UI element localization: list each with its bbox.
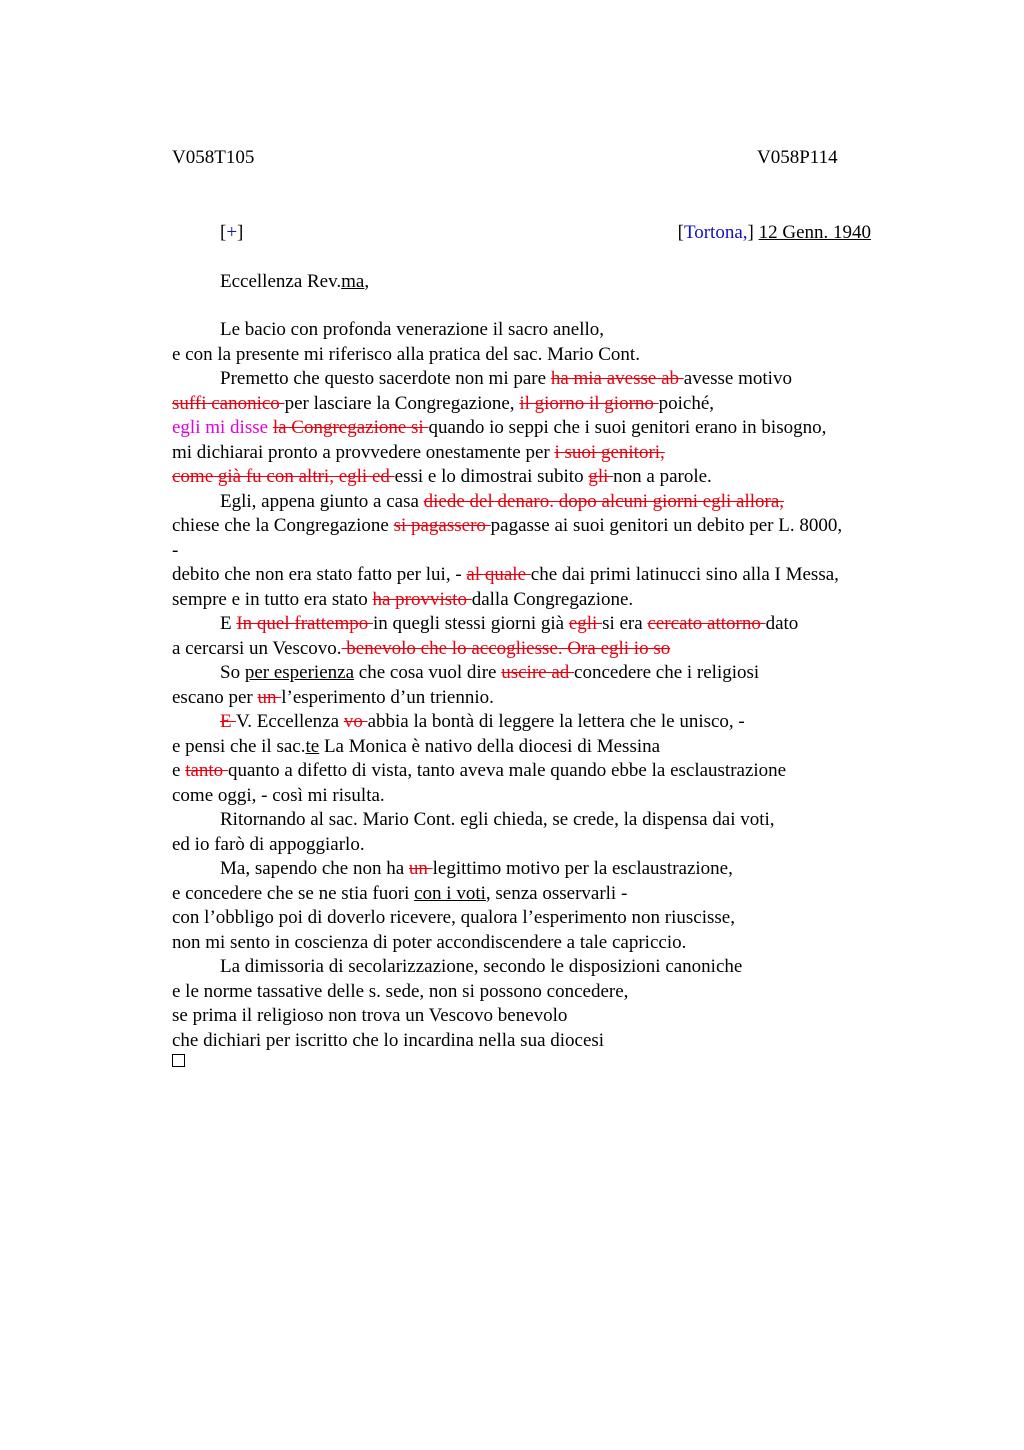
underlined-text: con i voti: [414, 882, 486, 904]
deleted-text: come già fu con altri, egli ed: [172, 466, 395, 487]
letter-body: [172, 318, 912, 1053]
text-segment: concedere che i religiosi: [574, 662, 760, 683]
text-segment: Egli, appena giunto a casa: [220, 490, 424, 512]
text-segment: e pensi che il sac.: [172, 735, 306, 757]
text-line: [172, 686, 912, 711]
text-segment: pagasse ai suoi genitori un debito per L. 8000,: [490, 515, 843, 536]
text-segment: poiché,: [658, 392, 715, 414]
text-segment: se prima il religioso non trova un Vescovo benevolo: [172, 1005, 568, 1026]
text-segment: , senza osservarli -: [485, 882, 628, 904]
text-line: [172, 980, 912, 1005]
deleted-text: vo: [343, 711, 368, 732]
underlined-text: per esperienza: [244, 662, 355, 683]
deleted-text: benevolo che lo accogliesse. Ora egli io so: [341, 637, 671, 659]
text-segment: La Monica è nativo della diocesi di Messina: [319, 735, 661, 757]
text-line: [172, 343, 912, 368]
text-segment: -: [172, 539, 179, 561]
text-line: [172, 808, 912, 833]
letter-date: 12 Genn. 1940: [758, 222, 871, 243]
place-date: [Tortona,] 12 Genn. 1940: [677, 222, 871, 243]
text-segment: dato: [765, 613, 799, 634]
text-segment: e con la presente mi riferisco alla pratica del sac. Mario Cont.: [172, 343, 640, 365]
text-line: [172, 539, 912, 564]
deleted-text: si pagassero: [393, 515, 491, 536]
text-line: [172, 1004, 912, 1029]
text-segment: debito che non era stato fatto per lui, -: [172, 564, 467, 585]
text-segment: Le bacio con profonda venerazione il sacro anello,: [220, 319, 605, 340]
text-line: [172, 490, 912, 515]
text-segment: escano per: [172, 686, 258, 708]
text-line: [172, 563, 912, 588]
text-line: [172, 955, 912, 980]
deleted-text: al quale: [466, 564, 531, 585]
text-segment: come oggi, - così mi risulta.: [172, 784, 385, 806]
text-line: [172, 588, 912, 613]
text-line: [172, 465, 912, 490]
text-line: [172, 637, 912, 662]
text-segment: La dimissoria di secolarizzazione, secondo le disposizioni canoniche: [220, 956, 743, 977]
text-segment: So: [220, 662, 245, 683]
text-line: [172, 833, 912, 858]
text-line: [172, 392, 912, 417]
text-segment: che cosa vuol dire: [354, 662, 502, 683]
place-name: Tortona,: [683, 222, 748, 243]
deleted-text: cercato attorno: [647, 613, 766, 634]
deleted-text: suffi canonico: [172, 392, 285, 414]
text-line: [172, 784, 912, 809]
text-segment: e: [172, 760, 186, 781]
text-segment: Ma, sapendo che non ha: [220, 858, 409, 879]
text-segment: quando io seppi che i suoi genitori erano in bisogno,: [428, 417, 827, 438]
cross-mark: [+]: [220, 222, 244, 243]
added-text: egli mi disse: [172, 417, 269, 438]
text-segment: essi e lo dimostrai subito: [394, 466, 589, 487]
cross-symbol: +: [226, 222, 238, 243]
deleted-text: gli: [588, 466, 614, 487]
text-line: [172, 612, 912, 637]
deleted-text: ha provvisto: [372, 588, 472, 610]
text-segment: V. Eccellenza: [236, 711, 344, 732]
salutation: Eccellenza Rev.ma,: [220, 271, 370, 292]
deleted-text: la Congregazione si: [272, 417, 429, 438]
text-segment: e le norme tassative delle s. sede, non si possono concedere,: [172, 980, 629, 1002]
underlined-text: te: [305, 735, 320, 757]
text-segment: per lasciare la Congregazione,: [284, 392, 520, 414]
document-id-right: V058P114: [757, 147, 838, 168]
text-segment: Premetto che questo sacerdote non mi pare: [220, 368, 551, 389]
deleted-text: diede del denaro. dopo alcuni giorni egli allora,: [423, 490, 785, 512]
text-line: [172, 882, 912, 907]
text-line: [172, 661, 912, 686]
text-segment: con l’obbligo poi di doverlo ricevere, qualora l’esperimento non riuscisse,: [172, 907, 735, 928]
text-segment: abbia la bontà di leggere la lettera che le unisco, -: [367, 711, 745, 732]
deleted-text: ha mia avesse ab: [550, 368, 684, 389]
text-line: [172, 906, 912, 931]
deleted-text: E: [220, 711, 237, 732]
text-segment: in quegli stessi giorni già: [373, 613, 569, 634]
text-line: [172, 514, 912, 539]
text-line: [172, 857, 912, 882]
text-segment: non mi sento in coscienza di poter accondiscendere a tale capriccio.: [172, 931, 687, 953]
text-line: [172, 318, 912, 343]
deleted-text: un: [257, 686, 282, 708]
text-line: [172, 931, 912, 956]
text-line: [172, 759, 912, 784]
text-segment: avesse motivo: [683, 368, 792, 389]
letter-heading: [220, 221, 871, 245]
text-segment: non a parole.: [613, 466, 712, 487]
text-segment: quanto a difetto di vista, tanto aveva male quando ebbe la esclaustrazione: [227, 760, 787, 781]
text-segment: che dichiari per iscritto che lo incardina nella sua diocesi: [172, 1029, 605, 1051]
deleted-text: un: [408, 858, 433, 879]
text-line: [172, 710, 912, 735]
text-segment: che dai primi latinucci sino alla I Messa,: [530, 564, 839, 585]
text-segment: sempre e in tutto era stato: [172, 588, 373, 610]
text-segment: chiese che la Congregazione: [172, 515, 394, 536]
deleted-text: uscire ad: [501, 662, 575, 683]
deleted-text: In quel frattempo: [236, 613, 374, 634]
deleted-text: il giorno il giorno: [519, 392, 659, 414]
text-segment: mi dichiarai pronto a provvedere onestamente per: [172, 441, 555, 463]
text-line: [172, 1029, 912, 1054]
text-segment: si era: [602, 613, 648, 634]
text-segment: legittimo motivo per la esclaustrazione,: [432, 858, 733, 879]
text-line: [172, 735, 912, 760]
deleted-text: egli: [568, 613, 603, 634]
document-id-left: V058T105: [172, 147, 255, 168]
text-segment: E: [220, 613, 237, 634]
text-line: [172, 367, 912, 392]
deleted-text: tanto: [185, 760, 228, 781]
text-line: [172, 441, 912, 466]
text-segment: l’esperimento d’un triennio.: [281, 686, 494, 708]
deleted-text: i suoi genitori,: [554, 441, 665, 463]
text-line: [172, 416, 912, 441]
text-segment: dalla Congregazione.: [471, 588, 634, 610]
text-segment: ed io farò di appoggiarlo.: [172, 833, 365, 855]
text-segment: e concedere che se ne stia fuori: [172, 882, 415, 904]
end-mark-box: [172, 1054, 185, 1067]
text-segment: Ritornando al sac. Mario Cont. egli chieda, se crede, la dispensa dai voti,: [220, 809, 775, 830]
text-segment: a cercarsi un Vescovo.: [172, 637, 342, 659]
